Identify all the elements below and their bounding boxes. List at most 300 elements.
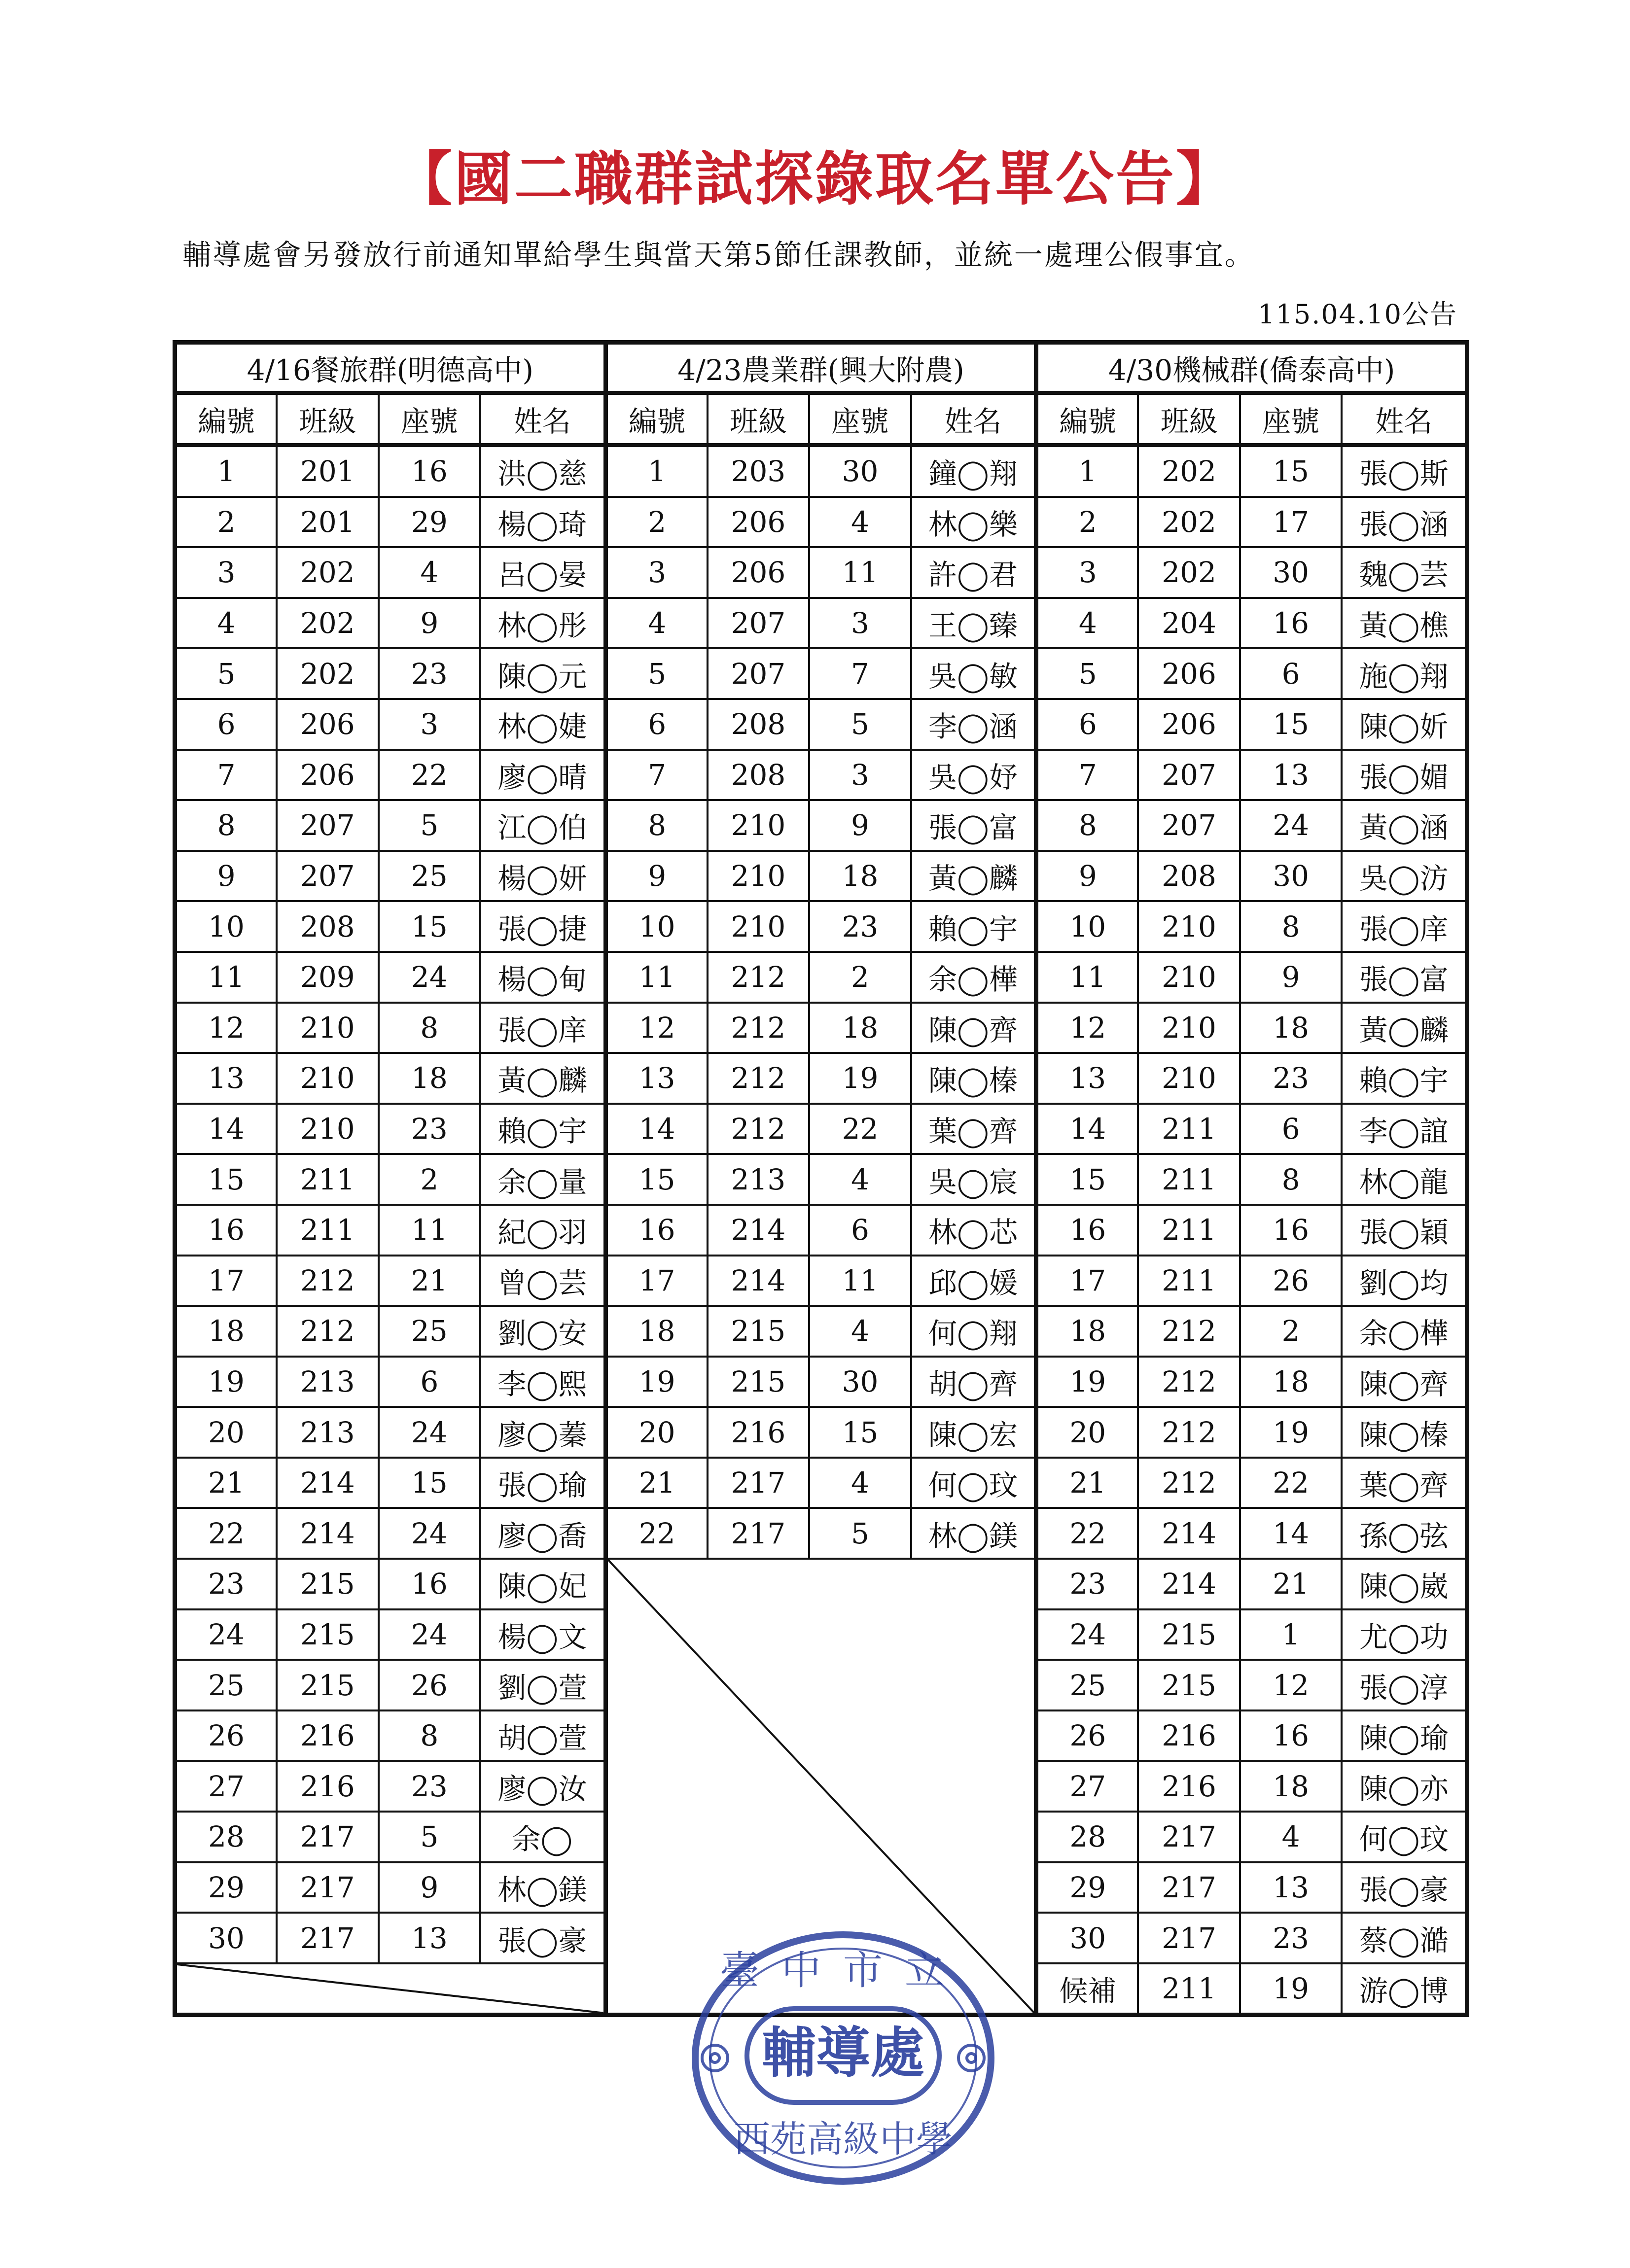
- cell-no: 12: [175, 1003, 277, 1053]
- table-row: [175, 901, 1467, 952]
- cell-no: 14: [175, 1104, 277, 1154]
- cell-class: 216: [708, 1407, 810, 1458]
- table-row: [175, 1205, 1467, 1256]
- table-row: [175, 1357, 1467, 1407]
- cell-no: 15: [175, 1154, 277, 1205]
- cell-seat: 15: [379, 901, 481, 952]
- table-row: [175, 1508, 1467, 1559]
- cell-name: 楊◯妍: [480, 851, 605, 902]
- cell-seat: 18: [1240, 1357, 1342, 1407]
- cell-name: 張◯斯: [1342, 445, 1467, 497]
- cell-class: 216: [1138, 1761, 1240, 1812]
- cell-class: 210: [1138, 901, 1240, 952]
- cell-class: 215: [708, 1306, 810, 1357]
- cell-seat: 5: [809, 699, 911, 750]
- cell-no: 24: [175, 1609, 277, 1660]
- cell-class: 206: [708, 497, 810, 548]
- seal-top-text: 臺中市立: [720, 1948, 966, 1993]
- cell-name: 吳◯敏: [911, 648, 1036, 699]
- cell-seat: 12: [1240, 1660, 1342, 1710]
- cell-class: 211: [1138, 1205, 1240, 1256]
- table-row: [175, 952, 1467, 1003]
- cell-name: 許◯君: [911, 547, 1036, 598]
- cell-seat: 6: [379, 1357, 481, 1407]
- cell-name: 張◯豪: [1342, 1862, 1467, 1913]
- cell-seat: 4: [809, 497, 911, 548]
- cell-class: 214: [1138, 1559, 1240, 1609]
- cell-name: 何◯玟: [911, 1458, 1036, 1508]
- cell-no: 18: [1036, 1306, 1138, 1357]
- cell-name: 孫◯弦: [1342, 1508, 1467, 1559]
- group-heading: 4/23農業群(興大附農): [605, 343, 1036, 393]
- cell-no: 18: [605, 1306, 708, 1357]
- cell-name: 陳◯榛: [911, 1053, 1036, 1104]
- cell-no: 29: [175, 1862, 277, 1913]
- cell-name: 余◯樺: [1342, 1306, 1467, 1357]
- cell-no: 28: [1036, 1812, 1138, 1862]
- cell-no: 23: [1036, 1559, 1138, 1609]
- cell-no: 20: [1036, 1407, 1138, 1458]
- table-row: [175, 1306, 1467, 1357]
- cell-no: 1: [1036, 445, 1138, 497]
- cell-seat: 18: [1240, 1761, 1342, 1812]
- cell-seat: 24: [379, 1407, 481, 1458]
- cell-no: 27: [1036, 1761, 1138, 1812]
- cell-seat: 25: [379, 1306, 481, 1357]
- cell-seat: 4: [809, 1458, 911, 1508]
- cell-seat: 23: [1240, 1053, 1342, 1104]
- cell-class: 210: [708, 851, 810, 902]
- cell-seat: 3: [379, 699, 481, 750]
- cell-no: 19: [175, 1357, 277, 1407]
- cell-no: 9: [175, 851, 277, 902]
- cell-name: 蔡◯澔: [1342, 1913, 1467, 1963]
- cell-name: 張◯豪: [480, 1913, 605, 1963]
- cell-name: 張◯媚: [1342, 750, 1467, 801]
- cell-no: 15: [605, 1154, 708, 1205]
- cell-no: 29: [1036, 1862, 1138, 1913]
- cell-seat: 24: [379, 952, 481, 1003]
- cell-name: 洪◯慈: [480, 445, 605, 497]
- cell-seat: 25: [379, 851, 481, 902]
- cell-seat: 30: [1240, 547, 1342, 598]
- cell-name: 廖◯汝: [480, 1761, 605, 1812]
- cell-no: 18: [175, 1306, 277, 1357]
- announce-date: 115.04.10公告: [1258, 299, 1457, 330]
- cell-class: 210: [1138, 1003, 1240, 1053]
- cell-name: 紀◯羽: [480, 1205, 605, 1256]
- cell-class: 207: [708, 648, 810, 699]
- cell-name: 陳◯榛: [1342, 1407, 1467, 1458]
- cell-name: 邱◯媛: [911, 1256, 1036, 1306]
- cell-no: 5: [605, 648, 708, 699]
- table-row: [175, 648, 1467, 699]
- cell-class: 216: [277, 1710, 379, 1761]
- cell-class: 208: [708, 699, 810, 750]
- cell-name: 陳◯瑜: [1342, 1710, 1467, 1761]
- table-row: [175, 851, 1467, 902]
- cell-no: 13: [175, 1053, 277, 1104]
- cell-no: 候補: [1036, 1963, 1138, 2015]
- cell-name: 黃◯麟: [911, 851, 1036, 902]
- cell-no: 7: [175, 750, 277, 801]
- cell-class: 202: [277, 598, 379, 649]
- cell-no: 5: [1036, 648, 1138, 699]
- cell-class: 217: [1138, 1913, 1240, 1963]
- seal-center-text: 輔導處: [762, 2021, 924, 2085]
- cell-no: 9: [1036, 851, 1138, 902]
- cell-seat: 2: [809, 952, 911, 1003]
- cell-class: 201: [277, 497, 379, 548]
- table-row: [175, 1053, 1467, 1104]
- cell-class: 213: [708, 1154, 810, 1205]
- cell-name: 張◯富: [911, 800, 1036, 851]
- cell-seat: 4: [809, 1154, 911, 1205]
- table-row: [175, 750, 1467, 801]
- cell-seat: 4: [1240, 1812, 1342, 1862]
- cell-no: 22: [175, 1508, 277, 1559]
- cell-seat: 17: [1240, 497, 1342, 548]
- cell-class: 207: [708, 598, 810, 649]
- cell-class: 210: [277, 1003, 379, 1053]
- cell-name: 林◯鎂: [911, 1508, 1036, 1559]
- cell-name: 廖◯喬: [480, 1508, 605, 1559]
- cell-seat: 5: [809, 1508, 911, 1559]
- cell-class: 204: [1138, 598, 1240, 649]
- cell-no: 6: [605, 699, 708, 750]
- cell-no: 21: [175, 1458, 277, 1508]
- cell-no: 30: [175, 1913, 277, 1963]
- cell-no: 13: [1036, 1053, 1138, 1104]
- cell-no: 2: [605, 497, 708, 548]
- cell-seat: 11: [379, 1205, 481, 1256]
- cell-seat: 3: [809, 750, 911, 801]
- cell-class: 210: [277, 1104, 379, 1154]
- cell-class: 215: [1138, 1660, 1240, 1710]
- cell-seat: 29: [379, 497, 481, 548]
- column-header-class: 班級: [708, 393, 810, 445]
- group-heading: 4/30機械群(僑泰高中): [1036, 343, 1467, 393]
- cell-seat: 6: [1240, 648, 1342, 699]
- column-header-no: 編號: [175, 393, 277, 445]
- cell-no: 8: [1036, 800, 1138, 851]
- cell-name: 呂◯晏: [480, 547, 605, 598]
- cell-name: 劉◯萱: [480, 1660, 605, 1710]
- cell-seat: 18: [809, 1003, 911, 1053]
- column-header-name: 姓名: [911, 393, 1036, 445]
- table-row: [175, 699, 1467, 750]
- cell-seat: 13: [1240, 750, 1342, 801]
- cell-name: 林◯婕: [480, 699, 605, 750]
- cell-class: 210: [1138, 1053, 1240, 1104]
- cell-name: 陳◯妡: [1342, 699, 1467, 750]
- cell-no: 17: [1036, 1256, 1138, 1306]
- cell-class: 217: [277, 1913, 379, 1963]
- cell-class: 217: [1138, 1812, 1240, 1862]
- cell-name: 胡◯齊: [911, 1357, 1036, 1407]
- cell-no: 21: [605, 1458, 708, 1508]
- column-header-name: 姓名: [480, 393, 605, 445]
- empty-block-crossed: [175, 1963, 606, 2015]
- cell-no: 27: [175, 1761, 277, 1812]
- table-row: [175, 1154, 1467, 1205]
- cell-seat: 9: [1240, 952, 1342, 1003]
- column-header-no: 編號: [1036, 393, 1138, 445]
- cell-class: 215: [1138, 1609, 1240, 1660]
- cell-seat: 3: [809, 598, 911, 649]
- cell-seat: 22: [809, 1104, 911, 1154]
- cell-seat: 22: [1240, 1458, 1342, 1508]
- cell-class: 212: [1138, 1458, 1240, 1508]
- cell-class: 211: [1138, 1154, 1240, 1205]
- cell-class: 202: [277, 547, 379, 598]
- cell-no: 20: [605, 1407, 708, 1458]
- cell-no: 14: [605, 1104, 708, 1154]
- cell-class: 207: [1138, 800, 1240, 851]
- cell-seat: 18: [1240, 1003, 1342, 1053]
- cell-class: 207: [277, 800, 379, 851]
- cell-class: 208: [1138, 851, 1240, 902]
- cell-seat: 23: [379, 1761, 481, 1812]
- cell-class: 202: [1138, 547, 1240, 598]
- cell-seat: 23: [809, 901, 911, 952]
- cell-name: 黃◯麟: [480, 1053, 605, 1104]
- cell-class: 217: [1138, 1862, 1240, 1913]
- cell-no: 12: [1036, 1003, 1138, 1053]
- cell-name: 張◯涵: [1342, 497, 1467, 548]
- cell-class: 211: [1138, 1104, 1240, 1154]
- cell-class: 215: [708, 1357, 810, 1407]
- cell-seat: 24: [379, 1508, 481, 1559]
- cell-seat: 16: [379, 1559, 481, 1609]
- cell-name: 賴◯宇: [1342, 1053, 1467, 1104]
- cell-name: 陳◯崴: [1342, 1559, 1467, 1609]
- seal-bottom-text: 西苑高級中學: [734, 2118, 953, 2161]
- cell-name: 胡◯萱: [480, 1710, 605, 1761]
- cell-class: 213: [277, 1407, 379, 1458]
- cell-seat: 8: [379, 1710, 481, 1761]
- cell-seat: 13: [1240, 1862, 1342, 1913]
- cell-name: 張◯庠: [1342, 901, 1467, 952]
- cell-class: 203: [708, 445, 810, 497]
- cell-seat: 11: [809, 1256, 911, 1306]
- cell-name: 張◯淳: [1342, 1660, 1467, 1710]
- cell-no: 19: [1036, 1357, 1138, 1407]
- cell-class: 202: [1138, 497, 1240, 548]
- cell-no: 10: [175, 901, 277, 952]
- cell-name: 李◯涵: [911, 699, 1036, 750]
- cell-no: 10: [605, 901, 708, 952]
- cell-seat: 13: [379, 1913, 481, 1963]
- table-row: [175, 1407, 1467, 1458]
- cell-class: 217: [708, 1508, 810, 1559]
- cell-seat: 23: [1240, 1913, 1342, 1963]
- cell-name: 李◯誼: [1342, 1104, 1467, 1154]
- cell-seat: 26: [379, 1660, 481, 1710]
- cell-name: 黃◯涵: [1342, 800, 1467, 851]
- cell-no: 6: [1036, 699, 1138, 750]
- cell-no: 5: [175, 648, 277, 699]
- cell-no: 3: [1036, 547, 1138, 598]
- cell-name: 葉◯齊: [1342, 1458, 1467, 1508]
- cell-no: 11: [1036, 952, 1138, 1003]
- cell-seat: 9: [809, 800, 911, 851]
- cell-class: 212: [708, 1104, 810, 1154]
- cell-class: 212: [708, 952, 810, 1003]
- cell-seat: 2: [379, 1154, 481, 1205]
- plum-blossom-icon: [702, 2045, 728, 2071]
- page-title: 【國二職群試探錄取名單公告】: [393, 144, 1236, 213]
- cell-no: 20: [175, 1407, 277, 1458]
- cell-no: 4: [1036, 598, 1138, 649]
- cell-name: 吳◯汸: [1342, 851, 1467, 902]
- table-row: [175, 445, 1467, 497]
- cell-class: 215: [277, 1609, 379, 1660]
- group-heading: 4/16餐旅群(明德高中): [175, 343, 606, 393]
- cell-seat: 16: [1240, 1205, 1342, 1256]
- cell-class: 206: [277, 750, 379, 801]
- table-row: [175, 800, 1467, 851]
- cell-name: 林◯鎂: [480, 1862, 605, 1913]
- cell-class: 211: [277, 1205, 379, 1256]
- cell-name: 施◯翔: [1342, 648, 1467, 699]
- cell-name: 黃◯樵: [1342, 598, 1467, 649]
- column-header-no: 編號: [605, 393, 708, 445]
- cell-class: 214: [277, 1458, 379, 1508]
- cell-seat: 23: [379, 648, 481, 699]
- cell-seat: 21: [1240, 1559, 1342, 1609]
- cell-name: 余◯樺: [911, 952, 1036, 1003]
- cell-name: 黃◯麟: [1342, 1003, 1467, 1053]
- cell-no: 16: [1036, 1205, 1138, 1256]
- cell-name: 何◯翔: [911, 1306, 1036, 1357]
- cell-class: 217: [277, 1812, 379, 1862]
- column-header-class: 班級: [277, 393, 379, 445]
- cell-class: 215: [277, 1559, 379, 1609]
- cell-no: 16: [605, 1205, 708, 1256]
- cell-seat: 16: [1240, 1710, 1342, 1761]
- cell-name: 賴◯宇: [911, 901, 1036, 952]
- cell-seat: 16: [1240, 598, 1342, 649]
- cell-class: 212: [1138, 1357, 1240, 1407]
- cell-no: 16: [175, 1205, 277, 1256]
- cell-class: 214: [708, 1256, 810, 1306]
- cell-seat: 9: [379, 598, 481, 649]
- column-header-name: 姓名: [1342, 393, 1467, 445]
- cell-class: 210: [708, 901, 810, 952]
- cell-name: 楊◯琦: [480, 497, 605, 548]
- cell-seat: 22: [379, 750, 481, 801]
- cell-no: 14: [1036, 1104, 1138, 1154]
- cell-class: 208: [277, 901, 379, 952]
- cell-no: 26: [175, 1710, 277, 1761]
- cell-name: 賴◯宇: [480, 1104, 605, 1154]
- cell-name: 吳◯妤: [911, 750, 1036, 801]
- cell-class: 216: [1138, 1710, 1240, 1761]
- cell-seat: 30: [809, 1357, 911, 1407]
- cell-no: 7: [605, 750, 708, 801]
- cell-seat: 4: [379, 547, 481, 598]
- table-row: [175, 1559, 1467, 1609]
- cell-seat: 6: [809, 1205, 911, 1256]
- cell-name: 楊◯甸: [480, 952, 605, 1003]
- cell-name: 林◯芯: [911, 1205, 1036, 1256]
- cell-name: 曾◯芸: [480, 1256, 605, 1306]
- cell-name: 林◯樂: [911, 497, 1036, 548]
- cell-seat: 8: [379, 1003, 481, 1053]
- cell-name: 王◯臻: [911, 598, 1036, 649]
- cell-seat: 19: [1240, 1963, 1342, 2015]
- cell-no: 4: [605, 598, 708, 649]
- cell-class: 211: [1138, 1256, 1240, 1306]
- cell-name: 張◯富: [1342, 952, 1467, 1003]
- cell-seat: 14: [1240, 1508, 1342, 1559]
- cell-seat: 8: [1240, 1154, 1342, 1205]
- cell-class: 214: [708, 1205, 810, 1256]
- cell-no: 23: [175, 1559, 277, 1609]
- cell-no: 21: [1036, 1458, 1138, 1508]
- cell-class: 211: [1138, 1963, 1240, 2015]
- admission-roster-table: [173, 340, 1469, 2017]
- cell-no: 25: [175, 1660, 277, 1710]
- cell-seat: 15: [379, 1458, 481, 1508]
- cell-class: 217: [277, 1862, 379, 1913]
- cell-name: 余◯: [480, 1812, 605, 1862]
- cell-class: 212: [277, 1306, 379, 1357]
- cell-seat: 5: [379, 800, 481, 851]
- cell-seat: 30: [809, 445, 911, 497]
- cell-no: 15: [1036, 1154, 1138, 1205]
- cell-name: 張◯捷: [480, 901, 605, 952]
- column-header-seat: 座號: [379, 393, 481, 445]
- cell-no: 19: [605, 1357, 708, 1407]
- cell-class: 202: [277, 648, 379, 699]
- plum-blossom-icon: [958, 2045, 984, 2071]
- cell-seat: 9: [379, 1862, 481, 1913]
- cell-no: 28: [175, 1812, 277, 1862]
- table-row: [175, 1256, 1467, 1306]
- cell-seat: 18: [379, 1053, 481, 1104]
- cell-class: 202: [1138, 445, 1240, 497]
- cell-name: 陳◯亦: [1342, 1761, 1467, 1812]
- column-header-class: 班級: [1138, 393, 1240, 445]
- cell-seat: 8: [1240, 901, 1342, 952]
- cell-class: 206: [1138, 699, 1240, 750]
- cell-seat: 19: [1240, 1407, 1342, 1458]
- cell-no: 22: [605, 1508, 708, 1559]
- cell-seat: 5: [379, 1812, 481, 1862]
- cell-seat: 15: [809, 1407, 911, 1458]
- cell-no: 7: [1036, 750, 1138, 801]
- cell-no: 8: [175, 800, 277, 851]
- cell-no: 1: [605, 445, 708, 497]
- cell-class: 206: [277, 699, 379, 750]
- cell-name: 陳◯齊: [1342, 1357, 1467, 1407]
- table-row: [175, 1458, 1467, 1508]
- cell-class: 215: [277, 1660, 379, 1710]
- cell-no: 26: [1036, 1710, 1138, 1761]
- cell-class: 209: [277, 952, 379, 1003]
- cell-no: 3: [175, 547, 277, 598]
- cell-no: 24: [1036, 1609, 1138, 1660]
- cell-name: 鐘◯翔: [911, 445, 1036, 497]
- cell-name: 張◯穎: [1342, 1205, 1467, 1256]
- cell-class: 206: [708, 547, 810, 598]
- table-row: [175, 598, 1467, 649]
- cell-no: 17: [605, 1256, 708, 1306]
- cell-seat: 7: [809, 648, 911, 699]
- table-row: [175, 497, 1467, 548]
